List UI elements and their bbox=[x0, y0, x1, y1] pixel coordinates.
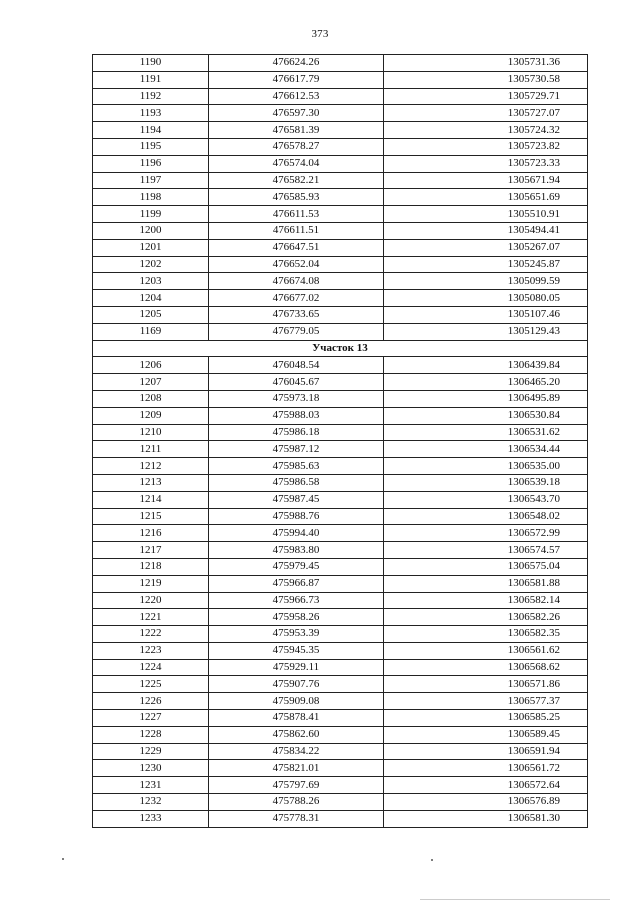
x-coordinate-cell: 475985.63 bbox=[209, 458, 384, 475]
point-number-cell: 1226 bbox=[93, 693, 209, 710]
table-row bbox=[93, 441, 588, 458]
x-coordinate-cell: 476585.93 bbox=[209, 189, 384, 206]
point-number-cell: 1232 bbox=[93, 794, 209, 811]
point-number-cell: 1221 bbox=[93, 609, 209, 626]
point-number-cell: 1195 bbox=[93, 138, 209, 155]
y-coordinate-cell: 1306575.04 bbox=[384, 558, 588, 575]
x-coordinate-cell: 475797.69 bbox=[209, 777, 384, 794]
y-coordinate-cell: 1306581.88 bbox=[384, 575, 588, 592]
table-row bbox=[93, 777, 588, 794]
point-number-cell: 1204 bbox=[93, 290, 209, 307]
table-row bbox=[93, 222, 588, 239]
x-coordinate-cell: 476617.79 bbox=[209, 71, 384, 88]
y-coordinate-cell: 1306543.70 bbox=[384, 491, 588, 508]
table-row bbox=[93, 407, 588, 424]
point-number-cell: 1201 bbox=[93, 239, 209, 256]
table-row bbox=[93, 155, 588, 172]
point-number-cell: 1211 bbox=[93, 441, 209, 458]
table-row bbox=[93, 374, 588, 391]
table-row bbox=[93, 575, 588, 592]
x-coordinate-cell: 476647.51 bbox=[209, 239, 384, 256]
point-number-cell: 1190 bbox=[93, 55, 209, 72]
point-number-cell: 1200 bbox=[93, 222, 209, 239]
section-title: Участок 13 bbox=[93, 340, 588, 357]
x-coordinate-cell: 476624.26 bbox=[209, 55, 384, 72]
point-number-cell: 1216 bbox=[93, 525, 209, 542]
x-coordinate-cell: 475988.03 bbox=[209, 407, 384, 424]
point-number-cell: 1222 bbox=[93, 626, 209, 643]
point-number-cell: 1233 bbox=[93, 810, 209, 827]
y-coordinate-cell: 1305267.07 bbox=[384, 239, 588, 256]
y-coordinate-cell: 1305080.05 bbox=[384, 290, 588, 307]
table-row bbox=[93, 424, 588, 441]
point-number-cell: 1206 bbox=[93, 357, 209, 374]
point-number-cell: 1218 bbox=[93, 558, 209, 575]
point-number-cell: 1214 bbox=[93, 491, 209, 508]
table-row bbox=[93, 525, 588, 542]
y-coordinate-cell: 1306574.57 bbox=[384, 542, 588, 559]
x-coordinate-cell: 475958.26 bbox=[209, 609, 384, 626]
y-coordinate-cell: 1305671.94 bbox=[384, 172, 588, 189]
point-number-cell: 1192 bbox=[93, 88, 209, 105]
point-number-cell: 1220 bbox=[93, 592, 209, 609]
x-coordinate-cell: 475986.58 bbox=[209, 474, 384, 491]
table-row bbox=[93, 743, 588, 760]
x-coordinate-cell: 475834.22 bbox=[209, 743, 384, 760]
table-row bbox=[93, 693, 588, 710]
x-coordinate-cell: 475907.76 bbox=[209, 676, 384, 693]
x-coordinate-cell: 475973.18 bbox=[209, 390, 384, 407]
table-row bbox=[93, 306, 588, 323]
page-number: 373 bbox=[311, 28, 329, 40]
table-row bbox=[93, 138, 588, 155]
table-row bbox=[93, 273, 588, 290]
y-coordinate-cell: 1305731.36 bbox=[384, 55, 588, 72]
point-number-cell: 1202 bbox=[93, 256, 209, 273]
y-coordinate-cell: 1306591.94 bbox=[384, 743, 588, 760]
y-coordinate-cell: 1305245.87 bbox=[384, 256, 588, 273]
point-number-cell: 1205 bbox=[93, 306, 209, 323]
y-coordinate-cell: 1306495.89 bbox=[384, 390, 588, 407]
x-coordinate-cell: 475986.18 bbox=[209, 424, 384, 441]
y-coordinate-cell: 1305107.46 bbox=[384, 306, 588, 323]
x-coordinate-cell: 476652.04 bbox=[209, 256, 384, 273]
table-row bbox=[93, 726, 588, 743]
x-coordinate-cell: 475945.35 bbox=[209, 642, 384, 659]
y-coordinate-cell: 1306582.14 bbox=[384, 592, 588, 609]
point-number-cell: 1198 bbox=[93, 189, 209, 206]
x-coordinate-cell: 475983.80 bbox=[209, 542, 384, 559]
x-coordinate-cell: 475987.12 bbox=[209, 441, 384, 458]
table-row bbox=[93, 105, 588, 122]
x-coordinate-cell: 475994.40 bbox=[209, 525, 384, 542]
table-row bbox=[93, 659, 588, 676]
x-coordinate-cell: 475966.87 bbox=[209, 575, 384, 592]
table-row bbox=[93, 676, 588, 693]
scan-speck bbox=[431, 859, 433, 861]
point-number-cell: 1225 bbox=[93, 676, 209, 693]
y-coordinate-cell: 1306531.62 bbox=[384, 424, 588, 441]
point-number-cell: 1229 bbox=[93, 743, 209, 760]
x-coordinate-cell: 476578.27 bbox=[209, 138, 384, 155]
y-coordinate-cell: 1305494.41 bbox=[384, 222, 588, 239]
y-coordinate-cell: 1306581.30 bbox=[384, 810, 588, 827]
point-number-cell: 1217 bbox=[93, 542, 209, 559]
y-coordinate-cell: 1306530.84 bbox=[384, 407, 588, 424]
table-row bbox=[93, 88, 588, 105]
table-row bbox=[93, 189, 588, 206]
y-coordinate-cell: 1305651.69 bbox=[384, 189, 588, 206]
table-row bbox=[93, 592, 588, 609]
table-row bbox=[93, 760, 588, 777]
coordinates-table bbox=[92, 54, 588, 828]
y-coordinate-cell: 1306571.86 bbox=[384, 676, 588, 693]
table-row bbox=[93, 206, 588, 223]
x-coordinate-cell: 476611.51 bbox=[209, 222, 384, 239]
point-number-cell: 1212 bbox=[93, 458, 209, 475]
y-coordinate-cell: 1306577.37 bbox=[384, 693, 588, 710]
y-coordinate-cell: 1306439.84 bbox=[384, 357, 588, 374]
table-row bbox=[93, 474, 588, 491]
x-coordinate-cell: 476733.65 bbox=[209, 306, 384, 323]
table-row bbox=[93, 172, 588, 189]
x-coordinate-cell: 475788.26 bbox=[209, 794, 384, 811]
y-coordinate-cell: 1305724.32 bbox=[384, 122, 588, 139]
table-row bbox=[93, 642, 588, 659]
point-number-cell: 1209 bbox=[93, 407, 209, 424]
point-number-cell: 1199 bbox=[93, 206, 209, 223]
y-coordinate-cell: 1306582.26 bbox=[384, 609, 588, 626]
table-row bbox=[93, 55, 588, 72]
x-coordinate-cell: 475821.01 bbox=[209, 760, 384, 777]
table-row bbox=[93, 491, 588, 508]
point-number-cell: 1208 bbox=[93, 390, 209, 407]
point-number-cell: 1169 bbox=[93, 323, 209, 340]
point-number-cell: 1194 bbox=[93, 122, 209, 139]
table-row bbox=[93, 122, 588, 139]
x-coordinate-cell: 475953.39 bbox=[209, 626, 384, 643]
point-number-cell: 1228 bbox=[93, 726, 209, 743]
point-number-cell: 1193 bbox=[93, 105, 209, 122]
y-coordinate-cell: 1306582.35 bbox=[384, 626, 588, 643]
coordinates-table-body bbox=[93, 55, 588, 828]
point-number-cell: 1215 bbox=[93, 508, 209, 525]
y-coordinate-cell: 1305723.33 bbox=[384, 155, 588, 172]
point-number-cell: 1207 bbox=[93, 374, 209, 391]
scan-speck bbox=[62, 858, 64, 860]
point-number-cell: 1224 bbox=[93, 659, 209, 676]
point-number-cell: 1210 bbox=[93, 424, 209, 441]
y-coordinate-cell: 1306572.99 bbox=[384, 525, 588, 542]
point-number-cell: 1196 bbox=[93, 155, 209, 172]
table-row bbox=[93, 256, 588, 273]
x-coordinate-cell: 475979.45 bbox=[209, 558, 384, 575]
y-coordinate-cell: 1306561.72 bbox=[384, 760, 588, 777]
x-coordinate-cell: 476612.53 bbox=[209, 88, 384, 105]
table-row bbox=[93, 794, 588, 811]
table-row bbox=[93, 323, 588, 340]
y-coordinate-cell: 1306576.89 bbox=[384, 794, 588, 811]
x-coordinate-cell: 475988.76 bbox=[209, 508, 384, 525]
section-header-row bbox=[93, 340, 588, 357]
point-number-cell: 1219 bbox=[93, 575, 209, 592]
table-row bbox=[93, 508, 588, 525]
x-coordinate-cell: 476048.54 bbox=[209, 357, 384, 374]
point-number-cell: 1227 bbox=[93, 710, 209, 727]
point-number-cell: 1213 bbox=[93, 474, 209, 491]
x-coordinate-cell: 476779.05 bbox=[209, 323, 384, 340]
point-number-cell: 1197 bbox=[93, 172, 209, 189]
x-coordinate-cell: 476045.67 bbox=[209, 374, 384, 391]
x-coordinate-cell: 476581.39 bbox=[209, 122, 384, 139]
point-number-cell: 1230 bbox=[93, 760, 209, 777]
y-coordinate-cell: 1306534.44 bbox=[384, 441, 588, 458]
table-row bbox=[93, 710, 588, 727]
y-coordinate-cell: 1306568.62 bbox=[384, 659, 588, 676]
y-coordinate-cell: 1306585.25 bbox=[384, 710, 588, 727]
x-coordinate-cell: 475987.45 bbox=[209, 491, 384, 508]
y-coordinate-cell: 1306572.64 bbox=[384, 777, 588, 794]
y-coordinate-cell: 1306535.00 bbox=[384, 458, 588, 475]
y-coordinate-cell: 1305729.71 bbox=[384, 88, 588, 105]
table-row bbox=[93, 239, 588, 256]
x-coordinate-cell: 475862.60 bbox=[209, 726, 384, 743]
y-coordinate-cell: 1305730.58 bbox=[384, 71, 588, 88]
x-coordinate-cell: 476597.30 bbox=[209, 105, 384, 122]
y-coordinate-cell: 1306589.45 bbox=[384, 726, 588, 743]
x-coordinate-cell: 476674.08 bbox=[209, 273, 384, 290]
point-number-cell: 1203 bbox=[93, 273, 209, 290]
x-coordinate-cell: 475909.08 bbox=[209, 693, 384, 710]
table-row bbox=[93, 390, 588, 407]
table-row bbox=[93, 609, 588, 626]
table-row bbox=[93, 542, 588, 559]
table-row bbox=[93, 626, 588, 643]
y-coordinate-cell: 1306539.18 bbox=[384, 474, 588, 491]
table-row bbox=[93, 810, 588, 827]
y-coordinate-cell: 1305099.59 bbox=[384, 273, 588, 290]
point-number-cell: 1191 bbox=[93, 71, 209, 88]
x-coordinate-cell: 475966.73 bbox=[209, 592, 384, 609]
y-coordinate-cell: 1305723.82 bbox=[384, 138, 588, 155]
y-coordinate-cell: 1305510.91 bbox=[384, 206, 588, 223]
table-row bbox=[93, 357, 588, 374]
table-row bbox=[93, 71, 588, 88]
y-coordinate-cell: 1306561.62 bbox=[384, 642, 588, 659]
x-coordinate-cell: 476574.04 bbox=[209, 155, 384, 172]
y-coordinate-cell: 1305727.07 bbox=[384, 105, 588, 122]
x-coordinate-cell: 475929.11 bbox=[209, 659, 384, 676]
table-row bbox=[93, 458, 588, 475]
x-coordinate-cell: 475878.41 bbox=[209, 710, 384, 727]
x-coordinate-cell: 476582.21 bbox=[209, 172, 384, 189]
table-row bbox=[93, 290, 588, 307]
x-coordinate-cell: 476611.53 bbox=[209, 206, 384, 223]
y-coordinate-cell: 1305129.43 bbox=[384, 323, 588, 340]
y-coordinate-cell: 1306465.20 bbox=[384, 374, 588, 391]
scan-edge-line bbox=[420, 899, 610, 900]
x-coordinate-cell: 476677.02 bbox=[209, 290, 384, 307]
point-number-cell: 1223 bbox=[93, 642, 209, 659]
table-row bbox=[93, 558, 588, 575]
y-coordinate-cell: 1306548.02 bbox=[384, 508, 588, 525]
x-coordinate-cell: 475778.31 bbox=[209, 810, 384, 827]
point-number-cell: 1231 bbox=[93, 777, 209, 794]
